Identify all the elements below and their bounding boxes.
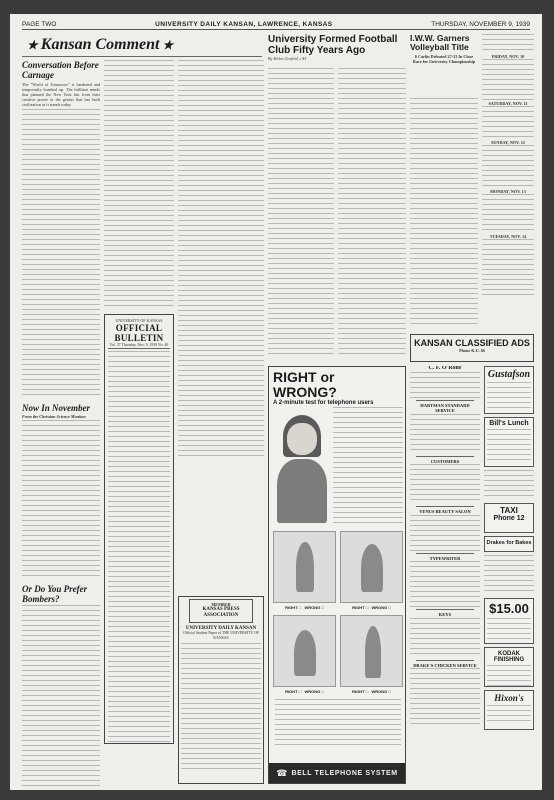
- taxi-ad: TAXI Phone 12: [484, 503, 534, 533]
- kansan-staff-subtitle: Official Student Paper of THE UNIVERSITY OF KANSAS: [183, 631, 259, 641]
- calendar-day-4: MONDAY, NOV. 13: [490, 189, 526, 195]
- bell-icon: ☎: [276, 767, 288, 778]
- editorial-column-2: [104, 60, 174, 786]
- classified-item: CUSTOMERS: [430, 458, 460, 464]
- rw-right-label-4: RIGHT: [352, 689, 365, 694]
- editorial-column-1: [22, 60, 100, 786]
- classified-header: [410, 334, 534, 362]
- calendar-day-1: FRIDAY, NOV. 10: [491, 54, 525, 59]
- classified-item: TYPEWRITER: [429, 555, 461, 561]
- football-column-1: [268, 68, 334, 358]
- editorial-heading-2: Now In November: [22, 403, 90, 414]
- newspaper-page: [10, 14, 542, 790]
- rw-right-label-2: RIGHT: [352, 605, 365, 610]
- calendar-column: [482, 34, 534, 332]
- classified-list: [410, 366, 480, 784]
- bulletin-issue: Vol. 37 Thursday, Nov. 9, 1939 No. 49: [108, 343, 170, 349]
- calendar-day-5: TUESDAY, NOV. 14: [489, 234, 527, 240]
- masthead: [22, 20, 530, 30]
- calendar-day-2: SATURDAY, NOV. 11: [488, 101, 528, 107]
- calendar-day-3: SUNDAY, NOV. 12: [491, 140, 525, 146]
- volleyball-body: [410, 98, 478, 328]
- rw-scene-4: [340, 615, 403, 687]
- rw-right-label-1: RIGHT: [285, 605, 298, 610]
- woman-portrait-illustration: [273, 407, 331, 527]
- editorial-heading-3: Or Do You Prefer Bombers?: [22, 583, 88, 604]
- classified-item: DRAKE'S CHICKEN SERVICE: [413, 662, 477, 668]
- kansan-comment-title: ★ Kansan Comment ★: [27, 36, 174, 53]
- rw-right-label-3: RIGHT: [285, 689, 298, 694]
- classified-title: KANSAN CLASSIFIED ADS: [414, 338, 530, 348]
- page-number: PAGE TWO: [22, 21, 57, 28]
- classified-item: HARTMAN STANDARD SERVICE: [420, 402, 470, 413]
- rw-wrong-label-4: WRONG: [371, 689, 388, 694]
- volleyball-headline-block: [410, 34, 478, 94]
- editorial-column-3: [178, 60, 264, 590]
- rw-scene-3: [273, 615, 336, 687]
- rw-wrong-label-3: WRONG: [304, 689, 321, 694]
- hixons-ad: Hixon's: [484, 690, 534, 730]
- right-or-wrong-sub: A 2-minute test for telephone users: [273, 400, 374, 406]
- bulletin-title: OFFICIAL BULLETIN: [114, 323, 164, 344]
- rw-scene-2: [340, 531, 403, 603]
- rw-wrong-label-1: WRONG: [304, 605, 321, 610]
- editorial-heading-2-source: From the Christian Science Monitor:: [22, 414, 87, 420]
- football-headline-block: [268, 34, 406, 64]
- volleyball-headline: I.W.W. Garners Volleyball Title: [410, 34, 470, 52]
- taxi-phone: Phone 12: [493, 515, 525, 522]
- kansan-staff-title: UNIVERSITY DAILY KANSAN: [185, 626, 257, 631]
- rw-wrong-label-2: WRONG: [371, 605, 388, 610]
- classified-item: VENUS BEAUTY SALON: [419, 509, 471, 514]
- press-association-badge: MEMBER KANSAS PRESS ASSOCIATION: [189, 599, 253, 623]
- right-or-wrong-ad: RIGHT or WRONG? A 2-minute test for telephone users RIGHT □ WRONG □ RIGHT □ WRONG □ RIGHT □ WRONG □ RIGHT □ WRONG □ ☎ BELL TELEPHONE SYSTEM: [268, 366, 406, 784]
- price-ad: $15.00: [484, 598, 534, 644]
- gustafson-ad: Gustafson: [484, 366, 534, 414]
- drakes-ad: Drakes for Bakes: [484, 536, 534, 552]
- kansan-staff-box: [178, 596, 264, 784]
- football-headline: University Formed Football Club Fifty Years Ago: [268, 34, 398, 56]
- display-ads-column: [484, 366, 534, 784]
- classified-phone: Phone K.U. 66: [459, 348, 485, 353]
- right-or-wrong-headline: RIGHT or WRONG?: [273, 369, 337, 400]
- official-bulletin: UNIVERSITY OF KANSAS OFFICIAL BULLETIN Vol. 37 Thursday, Nov. 9, 1939 No. 49: [104, 314, 174, 744]
- editorial-lead: The "World of Tomorrow" is hardened and temporarily bombed up. The brilliant minds that planned the New York fair from their creative power in the genius that has built civilization as it stands today.: [22, 82, 100, 108]
- bell-system-footer: ☎ BELL TELEPHONE SYSTEM: [269, 763, 405, 783]
- issue-date: THURSDAY, NOVEMBER 9, 1939: [431, 21, 530, 28]
- bills-lunch-ad: Bill's Lunch: [484, 417, 534, 467]
- rw-scene-1: [273, 531, 336, 603]
- masthead-title: UNIVERSITY DAILY KANSAN, LAWRENCE, KANSAS: [155, 21, 333, 28]
- editorial-heading-1: Conversation Before Carnage: [22, 60, 99, 80]
- football-column-2: [338, 68, 406, 358]
- star-icon: ★: [27, 37, 38, 52]
- football-byline: By Helen Gorfeld, c'41: [268, 56, 307, 61]
- classified-item: C. F. O'Rone: [428, 366, 462, 371]
- kodak-ad: KODAK FINISHING: [484, 647, 534, 687]
- classified-item: KEYS: [438, 612, 452, 617]
- volleyball-deck: 6 Carlin Defeated 27-23 In Close Race for University Championship: [412, 54, 476, 65]
- star-icon: ★: [162, 37, 174, 52]
